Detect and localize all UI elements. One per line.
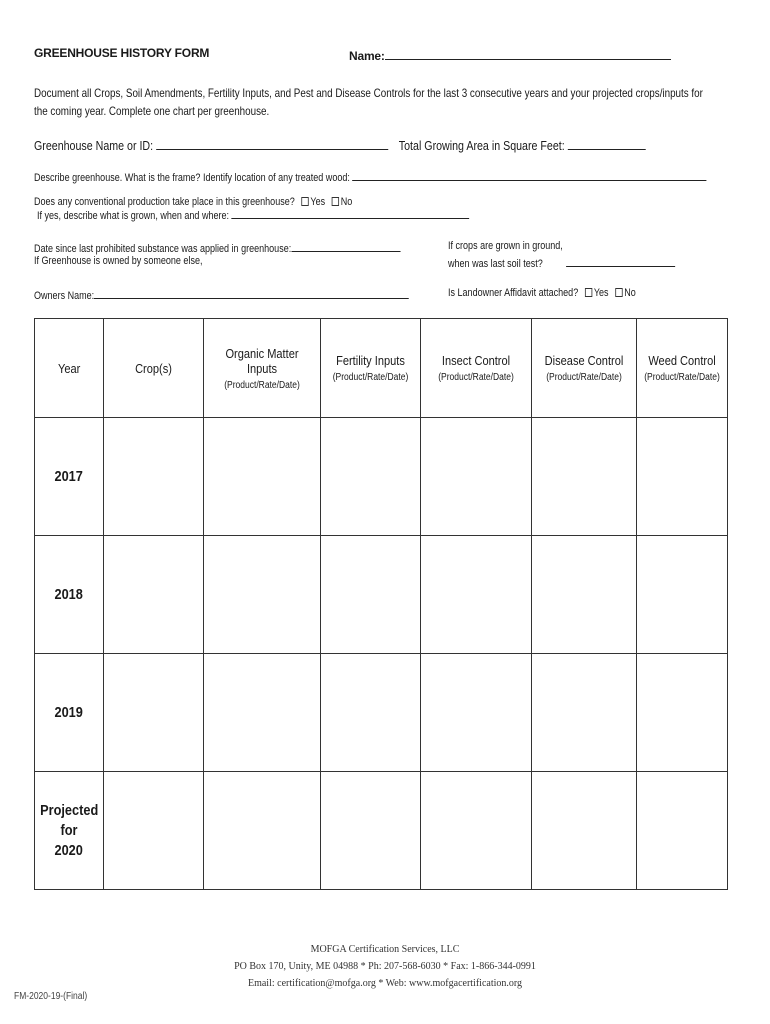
greenhouse-name-label: Greenhouse Name or ID: [34,138,154,153]
crops-cell[interactable] [104,418,204,536]
header-year [35,319,104,418]
date-since-field[interactable] [291,240,400,252]
conventional-yes-label: Yes [310,196,326,208]
owned-by-label: If Greenhouse is owned by someone else, [34,255,203,267]
affidavit-label: Is Landowner Affidavit attached? [448,287,579,299]
fertility-cell[interactable] [321,536,421,654]
header-weed [637,319,728,418]
year-label: 2017 [54,467,84,485]
owners-name-label: Owners Name: [34,290,95,302]
crops-cell[interactable] [104,772,204,890]
year-cell [35,418,104,536]
affidavit-no-checkbox[interactable] [615,288,622,297]
header-weed-sub: (Product/Rate/Date) [644,372,721,383]
year-cell [35,536,104,654]
header-organic-matter [204,319,321,418]
insect-cell[interactable] [421,772,532,890]
owners-name-field[interactable] [94,287,409,299]
form-code: FM-2020-19-(Final) [14,991,88,1002]
if-yes-row [37,207,469,222]
header-weed-title: Weed Control [648,353,717,368]
conventional-yes-checkbox[interactable] [301,197,308,206]
header-fertility [321,319,421,418]
footer-address: PO Box 170, Unity, ME 04988 * Ph: 207-568-6030 * Fax: 1-866-344-0991 [234,961,536,972]
insect-cell[interactable] [421,418,532,536]
footer-company: MOFGA Certification Services, LLC [310,944,460,955]
conventional-label: Does any conventional production take place in this greenhouse? [34,196,295,208]
if-yes-field[interactable] [232,207,470,219]
projected-for-label: for [60,821,78,839]
date-since-label: Date since last prohibited substance was applied in greenhouse: [34,243,292,255]
header-insect [421,319,532,418]
table-row [35,418,728,536]
fertility-cell[interactable] [321,418,421,536]
growing-area-label: Total Growing Area in Square Feet: [398,138,565,153]
greenhouse-name-row [34,137,646,153]
insect-cell[interactable] [421,654,532,772]
describe-field[interactable] [352,169,706,181]
footer-contact: Email: certification@mofga.org * Web: www.mofgacertification.org [247,978,523,989]
organic-matter-cell[interactable] [204,772,321,890]
crops-cell[interactable] [104,654,204,772]
name-label-text: Name: [349,49,385,63]
header-disease [532,319,637,418]
soil-test-field[interactable] [566,255,675,267]
affidavit-yes-label: Yes [593,287,609,299]
name-field[interactable] [385,46,671,60]
table-row [35,772,728,890]
intro-text [34,84,715,120]
header-crops-title: Crop(s) [135,360,173,376]
weed-cell[interactable] [637,536,728,654]
projected-year-cell [35,772,104,890]
date-since-row [34,240,400,255]
insect-cell[interactable] [421,536,532,654]
crops-in-ground-label: If crops are grown in ground, [448,240,563,252]
growing-area-field[interactable] [568,137,646,150]
affidavit-no-label: No [624,287,636,299]
disease-cell[interactable] [532,654,637,772]
organic-matter-cell[interactable] [204,536,321,654]
table-row [35,654,728,772]
fertility-cell[interactable] [321,654,421,772]
header-disease-sub: (Product/Rate/Date) [546,372,623,383]
header-fertility-sub: (Product/Rate/Date) [333,372,409,383]
year-label: 2018 [54,585,84,603]
weed-cell[interactable] [637,772,728,890]
weed-cell[interactable] [637,654,728,772]
disease-cell[interactable] [532,772,637,890]
header-insect-title: Insect Control [442,353,511,368]
affidavit-row [448,287,636,299]
header-insect-sub: (Product/Rate/Date) [438,372,515,383]
conventional-no-label: No [340,196,353,208]
table-header-row [35,319,728,418]
history-table [34,318,728,890]
conventional-no-checkbox[interactable] [332,197,339,206]
organic-matter-cell[interactable] [204,418,321,536]
disease-cell[interactable] [532,536,637,654]
form-title: GREENHOUSE HISTORY FORM [34,46,210,60]
describe-row [34,169,707,184]
projected-label: Projected [40,801,99,819]
if-yes-label: If yes, describe what is grown, when and where: [37,210,230,222]
table-row [35,536,728,654]
header-organic-matter-title: Organic Matter Inputs [225,345,299,376]
organic-matter-cell[interactable] [204,654,321,772]
weed-cell[interactable] [637,418,728,536]
header-disease-title: Disease Control [545,353,624,368]
disease-cell[interactable] [532,418,637,536]
header-year-title: Year [58,360,81,376]
soil-test-row [448,255,675,270]
crops-cell[interactable] [104,536,204,654]
name-label [349,46,671,63]
year-cell [35,654,104,772]
describe-label: Describe greenhouse. What is the frame? Identify location of any treated wood: [34,172,350,184]
greenhouse-name-field[interactable] [156,137,388,150]
header-crops [104,319,204,418]
fertility-cell[interactable] [321,772,421,890]
owners-name-row [34,287,409,302]
soil-test-label: when was last soil test? [448,258,543,270]
year-label: 2019 [54,703,84,721]
affidavit-yes-checkbox[interactable] [585,288,592,297]
header-organic-matter-sub: (Product/Rate/Date) [224,379,301,391]
intro-paragraph: Document all Crops, Soil Amendments, Fertility Inputs, and Pest and Disease Controls for the last 3 consecutive years and your projected crops/inputs for the coming year. Complete one chart per greenhouse. [34,86,703,118]
header-fertility-title: Fertility Inputs [336,353,406,368]
projected-year-label: 2020 [54,841,84,859]
